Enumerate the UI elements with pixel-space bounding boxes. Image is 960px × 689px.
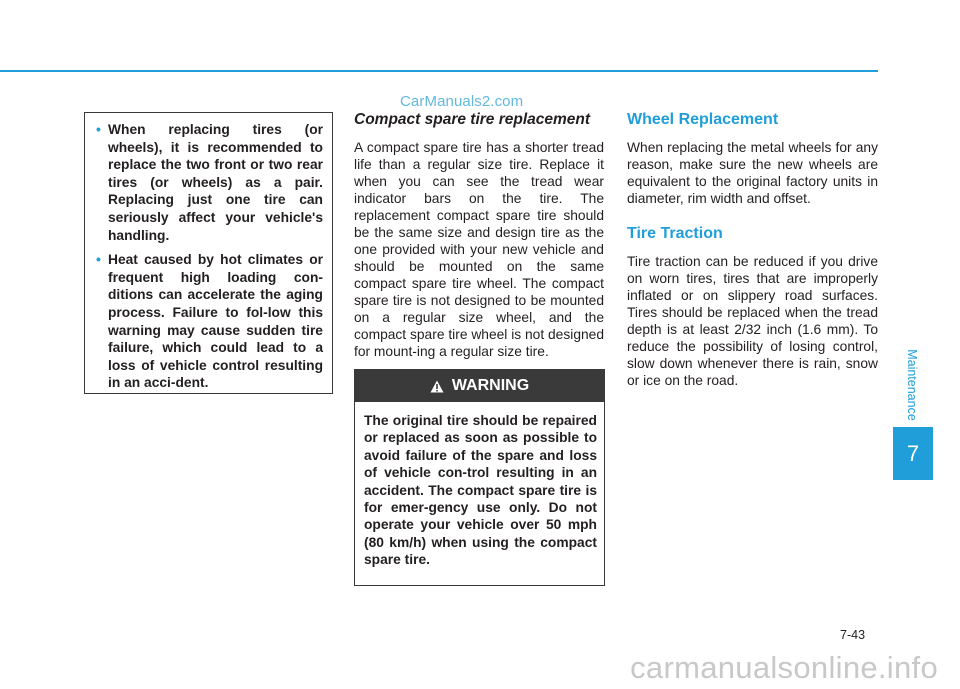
bullet-icon: • [96,121,101,137]
caution-item [93,121,323,244]
right-column [627,111,878,389]
watermark-bottom[interactable] [0,646,960,689]
tire-traction-heading: Tire Traction [627,225,723,242]
spare-tire-heading: Compact spare tire replacement [354,111,591,128]
wheel-replacement-heading: Wheel Replacement [627,111,779,128]
spare-tire-body: A compact spare tire has a shorter tread life than a regular size tire. Replace it when you can see the tread wear indicator bars on the tire. The replacement compact spare tire should be the same size and design tire as the one provided with your new vehicle and should be mounted on the same compact spare tire wheel. The compact spare tire is not designed to be mounted on a regular size wheel, and the compact spare tire wheel is not designed for mount-ing a regular size tire. [354,140,605,359]
spare-tire-section [354,111,604,360]
warning-triangle-icon [430,380,444,393]
page-number: 7-43 [840,628,866,642]
caution-list [93,121,323,392]
warning-box [354,369,605,586]
section-side-label [904,345,920,425]
watermark-top[interactable]: CarManuals2.com [400,93,524,110]
wheel-replacement-body: When replacing the metal wheels for any reason, make sure the new wheels are equivalent to the original factory units in diameter, rim width and offset. [627,140,878,206]
tire-traction-body: Tire traction can be reduced if you drive on worn tires, tires that are improperly inflated or on slippery road surfaces. Tires should be replaced when the tread depth is at least 2/32 inch (1.6 mm). To reduce the possibility of losing control, slow down whenever there is rain, snow or ice on the road. [627,254,878,388]
warning-label: WARNING [451,377,530,394]
header-rule [0,70,878,72]
caution-box [84,112,333,394]
warning-header [355,370,604,402]
bullet-icon: • [96,251,101,268]
caution-item [93,251,323,392]
chapter-tab [893,427,933,480]
chapter-number: 7 [906,440,920,466]
caution-item-text: When replacing tires (or wheels), it is recommended to replace the two front or two rear tires (or wheels) as a pair. Replacing just one tire can seriously affect your vehicle's handling. [108,122,323,243]
caution-item-text: Heat caused by hot climates or frequent high loading con-ditions can accelerate the aging process. Failure to fol-low this warning may cause sudden tire failure, which could lead to a loss of vehicle control resulting in an acci-dent. [108,252,323,391]
warning-text: The original tire should be repaired or replaced as soon as possible to avoid failure of the spare and loss of vehicle con-trol resulting in an accident. The compact spare tire is for emer-gency use only. Do not operate your vehicle over 50 mph (80 km/h) when using the compact spare tire. [364,413,597,568]
section-side-label-text: Maintenance [905,349,920,421]
watermark-bottom-text[interactable]: carmanualsonline.info [630,649,938,685]
